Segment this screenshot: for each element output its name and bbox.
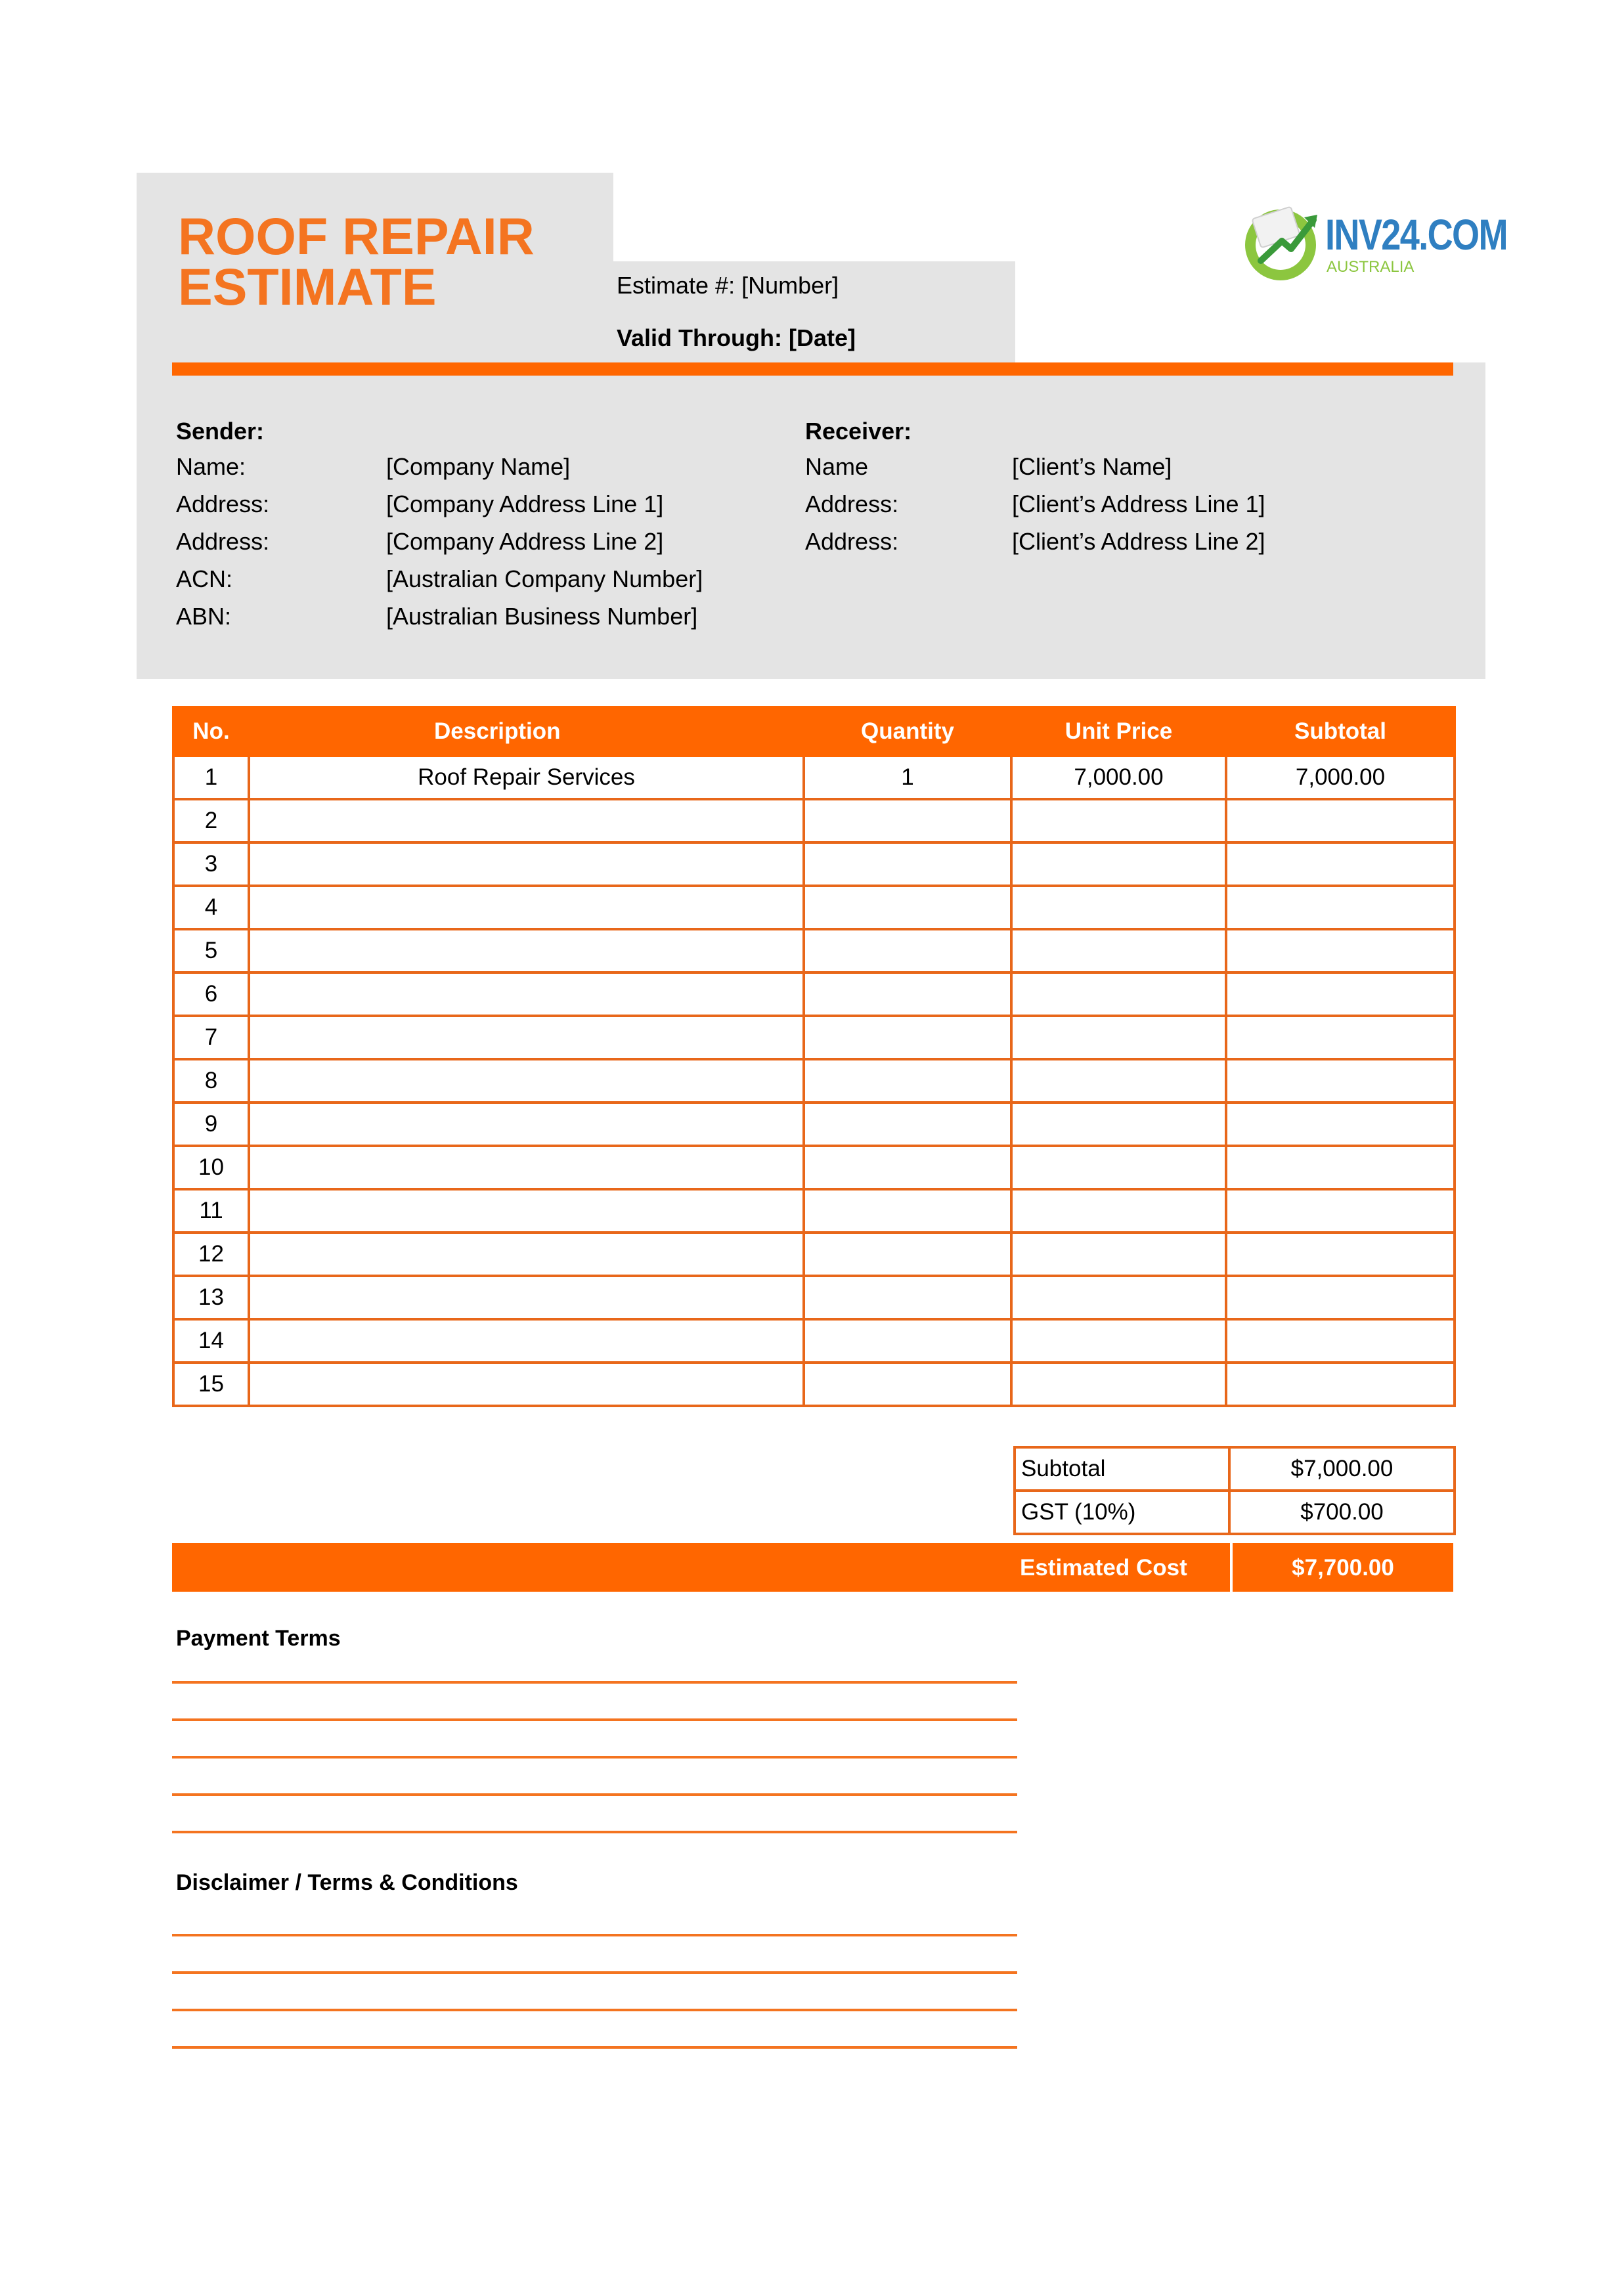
row-unit-price[interactable] bbox=[1011, 886, 1226, 929]
table-row bbox=[173, 799, 1455, 842]
row-quantity[interactable] bbox=[804, 1233, 1011, 1276]
table-row bbox=[173, 1103, 1455, 1146]
column-header-subtotal: Subtotal bbox=[1226, 707, 1455, 756]
estimated-cost-value: $7,700.00 bbox=[1292, 1555, 1394, 1581]
row-quantity[interactable] bbox=[804, 1016, 1011, 1059]
row-number: 3 bbox=[173, 842, 249, 886]
row-subtotal[interactable] bbox=[1226, 1276, 1455, 1319]
valid-through-value: [Date] bbox=[789, 324, 856, 351]
estimate-number bbox=[617, 272, 839, 299]
gst-value: $700.00 bbox=[1229, 1491, 1455, 1534]
row-subtotal[interactable] bbox=[1226, 1059, 1455, 1103]
row-quantity[interactable] bbox=[804, 1146, 1011, 1189]
table-row bbox=[173, 1059, 1455, 1103]
disclaimer-line[interactable] bbox=[172, 1971, 1017, 1974]
estimated-cost-label: Estimated Cost bbox=[1020, 1555, 1187, 1581]
valid-through-label: Valid Through: bbox=[617, 324, 782, 351]
receiver-field-value: [Client’s Address Line 1] bbox=[1012, 491, 1265, 517]
table-row bbox=[173, 1276, 1455, 1319]
row-quantity[interactable] bbox=[804, 1059, 1011, 1103]
row-quantity[interactable] bbox=[804, 842, 1011, 886]
gst-label: GST (10%) bbox=[1015, 1491, 1229, 1534]
disclaimer-line[interactable] bbox=[172, 2009, 1017, 2011]
sender-field-label: ACN: bbox=[176, 565, 233, 592]
row-number: 1 bbox=[173, 756, 249, 799]
table-row bbox=[173, 1016, 1455, 1059]
company-logo bbox=[1241, 200, 1507, 286]
sender-field-label: Name: bbox=[176, 453, 246, 480]
row-number: 2 bbox=[173, 799, 249, 842]
payment-terms-line[interactable] bbox=[172, 1831, 1017, 1833]
sender-field-value: [Australian Company Number] bbox=[386, 565, 703, 592]
sender-heading: Sender: bbox=[176, 418, 265, 445]
disclaimer-line[interactable] bbox=[172, 1934, 1017, 1936]
subtotal-row bbox=[1015, 1447, 1455, 1491]
sender-field-value: [Company Address Line 1] bbox=[386, 491, 664, 517]
row-quantity[interactable] bbox=[804, 1363, 1011, 1406]
row-quantity[interactable] bbox=[804, 1276, 1011, 1319]
row-number: 4 bbox=[173, 886, 249, 929]
table-row bbox=[173, 1146, 1455, 1189]
row-unit-price[interactable] bbox=[1011, 1103, 1226, 1146]
row-subtotal[interactable] bbox=[1226, 799, 1455, 842]
row-unit-price[interactable]: 7,000.00 bbox=[1011, 756, 1226, 799]
row-unit-price[interactable] bbox=[1011, 1363, 1226, 1406]
sender-field-value: [Company Address Line 2] bbox=[386, 528, 664, 555]
row-number: 12 bbox=[173, 1233, 249, 1276]
table-row bbox=[173, 1319, 1455, 1363]
row-subtotal[interactable] bbox=[1226, 842, 1455, 886]
payment-terms-heading: Payment Terms bbox=[176, 1626, 341, 1651]
payment-terms-line[interactable] bbox=[172, 1756, 1017, 1759]
table-row bbox=[173, 1189, 1455, 1233]
receiver-heading: Receiver: bbox=[805, 418, 912, 445]
row-subtotal[interactable] bbox=[1226, 972, 1455, 1016]
row-quantity[interactable] bbox=[804, 886, 1011, 929]
subtotal-value: $7,000.00 bbox=[1229, 1447, 1455, 1491]
column-header-unit-price: Unit Price bbox=[1011, 707, 1226, 756]
table-row bbox=[173, 1363, 1455, 1406]
row-subtotal[interactable] bbox=[1226, 929, 1455, 972]
row-description[interactable]: Roof Repair Services bbox=[249, 756, 804, 799]
row-subtotal[interactable] bbox=[1226, 1363, 1455, 1406]
row-number: 15 bbox=[173, 1363, 249, 1406]
row-subtotal[interactable] bbox=[1226, 1146, 1455, 1189]
payment-terms-line[interactable] bbox=[172, 1793, 1017, 1796]
row-unit-price[interactable] bbox=[1011, 1016, 1226, 1059]
row-quantity[interactable]: 1 bbox=[804, 756, 1011, 799]
column-header-quantity: Quantity bbox=[804, 707, 1011, 756]
row-description[interactable] bbox=[249, 1189, 804, 1233]
row-description[interactable] bbox=[249, 1059, 804, 1103]
row-unit-price[interactable] bbox=[1011, 1146, 1226, 1189]
row-quantity[interactable] bbox=[804, 799, 1011, 842]
row-unit-price[interactable] bbox=[1011, 1059, 1226, 1103]
totals-table bbox=[1013, 1446, 1456, 1535]
receiver-field-label: Name bbox=[805, 453, 869, 480]
document-title-line-2: ESTIMATE bbox=[178, 257, 437, 316]
parties-panel bbox=[137, 362, 1485, 679]
receiver-field-value: [Client’s Name] bbox=[1012, 453, 1172, 480]
table-row bbox=[173, 972, 1455, 1016]
sender-field-label: ABN: bbox=[176, 603, 232, 630]
row-quantity[interactable] bbox=[804, 1189, 1011, 1233]
row-unit-price[interactable] bbox=[1011, 1276, 1226, 1319]
document-title-line-1: ROOF REPAIR bbox=[178, 207, 535, 265]
row-description[interactable] bbox=[249, 1276, 804, 1319]
logo-region: AUSTRALIA bbox=[1327, 258, 1415, 276]
row-description[interactable] bbox=[249, 972, 804, 1016]
estimate-value: [Number] bbox=[741, 272, 839, 299]
row-description[interactable] bbox=[249, 1319, 804, 1363]
row-subtotal[interactable] bbox=[1226, 1233, 1455, 1276]
row-description[interactable] bbox=[249, 1103, 804, 1146]
sender-field-label: Address: bbox=[176, 528, 270, 555]
receiver-field-value: [Client’s Address Line 2] bbox=[1012, 528, 1265, 555]
sender-field-value: [Company Name] bbox=[386, 453, 571, 480]
row-quantity[interactable] bbox=[804, 972, 1011, 1016]
subtotal-label: Subtotal bbox=[1015, 1447, 1229, 1491]
row-number: 6 bbox=[173, 972, 249, 1016]
row-description[interactable] bbox=[249, 1146, 804, 1189]
receiver-field-label: Address: bbox=[805, 491, 899, 517]
row-quantity[interactable] bbox=[804, 1103, 1011, 1146]
table-row bbox=[173, 1233, 1455, 1276]
column-header-no: No. bbox=[173, 707, 249, 756]
logo-emblem-icon bbox=[1241, 200, 1327, 286]
disclaimer-heading: Disclaimer / Terms & Conditions bbox=[176, 1870, 518, 1895]
row-subtotal[interactable] bbox=[1226, 1189, 1455, 1233]
gst-row bbox=[1015, 1491, 1455, 1534]
row-quantity[interactable] bbox=[804, 1319, 1011, 1363]
row-unit-price[interactable] bbox=[1011, 929, 1226, 972]
logo-brand: INV24.COM bbox=[1325, 210, 1507, 259]
payment-terms-line[interactable] bbox=[172, 1681, 1017, 1684]
receiver-field-label: Address: bbox=[805, 528, 899, 555]
row-number: 9 bbox=[173, 1103, 249, 1146]
row-unit-price[interactable] bbox=[1011, 842, 1226, 886]
header-accent-bar bbox=[172, 362, 1453, 376]
table-row bbox=[173, 886, 1455, 929]
row-number: 11 bbox=[173, 1189, 249, 1233]
row-unit-price[interactable] bbox=[1011, 1189, 1226, 1233]
row-unit-price[interactable] bbox=[1011, 1233, 1226, 1276]
row-number: 8 bbox=[173, 1059, 249, 1103]
table-row bbox=[173, 756, 1455, 799]
disclaimer-line[interactable] bbox=[172, 2046, 1017, 2049]
row-unit-price[interactable] bbox=[1011, 972, 1226, 1016]
row-subtotal[interactable] bbox=[1226, 1319, 1455, 1363]
row-description[interactable] bbox=[249, 1016, 804, 1059]
row-description[interactable] bbox=[249, 886, 804, 929]
row-number: 10 bbox=[173, 1146, 249, 1189]
table-row bbox=[173, 929, 1455, 972]
row-number: 5 bbox=[173, 929, 249, 972]
row-unit-price[interactable] bbox=[1011, 1319, 1226, 1363]
column-header-description: Description bbox=[249, 707, 804, 756]
row-description[interactable] bbox=[249, 842, 804, 886]
table-header-row bbox=[173, 707, 1455, 756]
row-description[interactable] bbox=[249, 1363, 804, 1406]
row-description[interactable] bbox=[249, 929, 804, 972]
row-description[interactable] bbox=[249, 1233, 804, 1276]
sender-field-value: [Australian Business Number] bbox=[386, 603, 698, 630]
row-unit-price[interactable] bbox=[1011, 799, 1226, 842]
valid-through bbox=[617, 324, 856, 352]
line-items-table bbox=[172, 706, 1456, 1407]
row-description[interactable] bbox=[249, 799, 804, 842]
row-subtotal[interactable]: 7,000.00 bbox=[1226, 756, 1455, 799]
row-number: 7 bbox=[173, 1016, 249, 1059]
row-subtotal[interactable] bbox=[1226, 886, 1455, 929]
row-subtotal[interactable] bbox=[1226, 1016, 1455, 1059]
row-number: 13 bbox=[173, 1276, 249, 1319]
row-number: 14 bbox=[173, 1319, 249, 1363]
sender-field-label: Address: bbox=[176, 491, 270, 517]
row-quantity[interactable] bbox=[804, 929, 1011, 972]
estimate-label: Estimate #: bbox=[617, 272, 735, 299]
table-row bbox=[173, 842, 1455, 886]
payment-terms-line[interactable] bbox=[172, 1718, 1017, 1721]
row-subtotal[interactable] bbox=[1226, 1103, 1455, 1146]
